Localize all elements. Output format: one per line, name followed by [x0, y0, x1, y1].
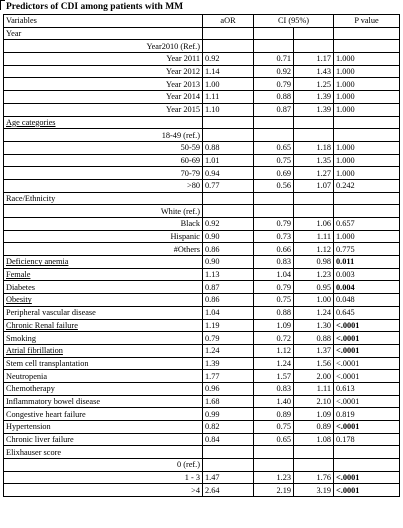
- row-p-value: <.0001: [334, 471, 400, 484]
- row-label: 50-59: [4, 141, 203, 154]
- table-row: [4, 268, 400, 281]
- table-row: [4, 218, 400, 231]
- row-aor: 1.24: [203, 344, 254, 357]
- row-aor: 1.11: [203, 91, 254, 104]
- table-row: [4, 65, 400, 78]
- row-aor: 1.39: [203, 357, 254, 370]
- row-aor: 1.10: [203, 103, 254, 116]
- row-p-value: 0.003: [334, 268, 400, 281]
- row-label: 60-69: [4, 154, 203, 167]
- row-ci-lower: 1.57: [254, 370, 294, 383]
- row-p-value: 0.819: [334, 408, 400, 421]
- row-p-value: 0.048: [334, 294, 400, 307]
- row-ci-upper: 1.06: [294, 218, 334, 231]
- table-row: [4, 306, 400, 319]
- row-p-value: <.0001: [334, 395, 400, 408]
- age-reference: 18-49 (ref.): [4, 129, 203, 142]
- row-ci-upper: 1.11: [294, 230, 334, 243]
- row-ci-lower: 0.66: [254, 243, 294, 256]
- table-row: [4, 91, 400, 104]
- row-aor: 0.90: [203, 230, 254, 243]
- row-ci-lower: 0.83: [254, 256, 294, 269]
- year-reference: Year2010 (Ref.): [4, 40, 203, 53]
- table-row: [4, 243, 400, 256]
- section-row: [4, 27, 400, 40]
- row-ci-lower: 0.75: [254, 154, 294, 167]
- row-ci-upper: 1.39: [294, 91, 334, 104]
- row-ci-upper: 0.98: [294, 256, 334, 269]
- row-label: [4, 256, 203, 269]
- row-aor: 0.82: [203, 421, 254, 434]
- row-ci-lower: 2.19: [254, 484, 294, 497]
- row-p-value: 1.000: [334, 103, 400, 116]
- row-ci-lower: 0.75: [254, 294, 294, 307]
- row-label: [4, 268, 203, 281]
- section-year: Year: [4, 27, 203, 40]
- row-ci-upper: 1.39: [294, 103, 334, 116]
- row-ci-lower: 0.79: [254, 218, 294, 231]
- row-label: Stem cell transplantation: [4, 357, 203, 370]
- row-aor: 0.99: [203, 408, 254, 421]
- section-elixhauser: Elixhauser score: [4, 446, 203, 459]
- row-aor: 0.90: [203, 256, 254, 269]
- row-label: Chronic liver failure: [4, 433, 203, 446]
- row-ci-upper: 1.07: [294, 179, 334, 192]
- row-ci-lower: 0.71: [254, 53, 294, 66]
- row-ci-upper: 1.24: [294, 306, 334, 319]
- row-label: Year 2015: [4, 103, 203, 116]
- row-p-value: 0.242: [334, 179, 400, 192]
- row-label: Hypertension: [4, 421, 203, 434]
- race-reference: White (ref.): [4, 205, 203, 218]
- row-aor: 1.13: [203, 268, 254, 281]
- row-aor: 1.77: [203, 370, 254, 383]
- row-p-value: 1.000: [334, 230, 400, 243]
- section-row: [4, 446, 400, 459]
- row-ci-upper: 1.09: [294, 408, 334, 421]
- header-row: [4, 15, 400, 28]
- row-ci-upper: 1.27: [294, 167, 334, 180]
- row-label: Inflammatory bowel disease: [4, 395, 203, 408]
- results-table: [3, 14, 400, 497]
- table-row: [4, 78, 400, 91]
- row-ci-upper: 1.76: [294, 471, 334, 484]
- row-p-value: 1.000: [334, 154, 400, 167]
- row-p-value: <.0001: [334, 319, 400, 332]
- row-aor: 0.86: [203, 294, 254, 307]
- row-aor: 0.87: [203, 281, 254, 294]
- row-label: Black: [4, 218, 203, 231]
- row-p-value: 1.000: [334, 141, 400, 154]
- row-ci-upper: 1.11: [294, 382, 334, 395]
- row-ci-lower: 0.83: [254, 382, 294, 395]
- row-p-value: 1.000: [334, 53, 400, 66]
- row-aor: 0.77: [203, 179, 254, 192]
- row-label-text: Obesity: [6, 295, 32, 305]
- row-label: Year 2014: [4, 91, 203, 104]
- row-label: Neutropenia: [4, 370, 203, 383]
- table-row: [4, 230, 400, 243]
- row-label: #Others: [4, 243, 203, 256]
- row-p-value: 0.613: [334, 382, 400, 395]
- row-aor: 0.94: [203, 167, 254, 180]
- section-race: Race/Ethnicity: [4, 192, 203, 205]
- row-ci-lower: 1.12: [254, 344, 294, 357]
- row-label: 1 - 3: [4, 471, 203, 484]
- section-row: [4, 116, 400, 129]
- row-label: 70-79: [4, 167, 203, 180]
- row-p-value: <.0001: [334, 370, 400, 383]
- header-aor: aOR: [203, 15, 254, 28]
- row-p-value: 0.645: [334, 306, 400, 319]
- row-aor: 1.19: [203, 319, 254, 332]
- reference-row: [4, 459, 400, 472]
- table-row: [4, 370, 400, 383]
- row-label: Year 2013: [4, 78, 203, 91]
- row-aor: 1.47: [203, 471, 254, 484]
- table-row: [4, 344, 400, 357]
- header-ci: CI (95%): [254, 15, 334, 28]
- elixhauser-reference: 0 (ref.): [4, 459, 203, 472]
- table-row: [4, 319, 400, 332]
- table-row: [4, 484, 400, 497]
- table-row: [4, 179, 400, 192]
- row-ci-lower: 1.09: [254, 319, 294, 332]
- row-label: Peripheral vascular disease: [4, 306, 203, 319]
- row-aor: 0.92: [203, 53, 254, 66]
- row-ci-upper: 2.00: [294, 370, 334, 383]
- table-row: [4, 421, 400, 434]
- row-label-text: Chronic Renal failure: [6, 320, 78, 330]
- row-ci-lower: 1.23: [254, 471, 294, 484]
- table-row: [4, 332, 400, 345]
- row-ci-upper: 1.08: [294, 433, 334, 446]
- row-ci-lower: 0.79: [254, 281, 294, 294]
- row-label-text: Female: [6, 270, 31, 280]
- row-p-value: 1.000: [334, 167, 400, 180]
- row-ci-upper: 0.89: [294, 421, 334, 434]
- table-row: [4, 408, 400, 421]
- row-ci-upper: 2.10: [294, 395, 334, 408]
- row-ci-lower: 0.75: [254, 421, 294, 434]
- row-ci-upper: 1.25: [294, 78, 334, 91]
- row-ci-lower: 0.73: [254, 230, 294, 243]
- table-row: [4, 294, 400, 307]
- row-aor: 1.01: [203, 154, 254, 167]
- row-p-value: <.0001: [334, 484, 400, 497]
- table-row: [4, 141, 400, 154]
- row-aor: 2.64: [203, 484, 254, 497]
- row-label: Congestive heart failure: [4, 408, 203, 421]
- row-aor: 1.04: [203, 306, 254, 319]
- row-label: Hispanic: [4, 230, 203, 243]
- reference-row: [4, 129, 400, 142]
- section-row: [4, 192, 400, 205]
- row-aor: 0.84: [203, 433, 254, 446]
- row-ci-lower: 0.92: [254, 65, 294, 78]
- row-label: [4, 344, 203, 357]
- corner-mark: [0, 0, 5, 10]
- row-aor: 0.86: [203, 243, 254, 256]
- row-p-value: 0.004: [334, 281, 400, 294]
- table-row: [4, 154, 400, 167]
- row-ci-upper: 3.19: [294, 484, 334, 497]
- section-age: [4, 116, 203, 129]
- row-p-value: 0.775: [334, 243, 400, 256]
- row-ci-upper: 1.18: [294, 141, 334, 154]
- row-aor: 0.96: [203, 382, 254, 395]
- row-label: >80: [4, 179, 203, 192]
- row-ci-lower: 0.56: [254, 179, 294, 192]
- header-p-value: P value: [334, 15, 400, 28]
- table-row: [4, 103, 400, 116]
- row-p-value: 0.011: [334, 256, 400, 269]
- row-label-text: Atrial fibrillation: [6, 346, 63, 356]
- row-ci-lower: 0.65: [254, 433, 294, 446]
- row-aor: 1.14: [203, 65, 254, 78]
- table-row: [4, 167, 400, 180]
- section-label-text: Age categories: [6, 117, 56, 127]
- row-ci-lower: 1.40: [254, 395, 294, 408]
- row-ci-upper: 1.37: [294, 344, 334, 357]
- table-row: [4, 395, 400, 408]
- row-ci-upper: 1.17: [294, 53, 334, 66]
- table-row: [4, 382, 400, 395]
- row-label: Diabetes: [4, 281, 203, 294]
- reference-row: [4, 205, 400, 218]
- row-ci-upper: 1.43: [294, 65, 334, 78]
- row-p-value: 1.000: [334, 65, 400, 78]
- row-ci-upper: 0.88: [294, 332, 334, 345]
- row-ci-upper: 1.12: [294, 243, 334, 256]
- row-ci-upper: 1.35: [294, 154, 334, 167]
- row-p-value: 0.657: [334, 218, 400, 231]
- table-title: [0, 0, 183, 14]
- table-row: [4, 471, 400, 484]
- row-label: Year 2012: [4, 65, 203, 78]
- row-ci-upper: 0.95: [294, 281, 334, 294]
- row-ci-lower: 0.88: [254, 306, 294, 319]
- table-row: [4, 433, 400, 446]
- row-ci-lower: 0.69: [254, 167, 294, 180]
- table-row: [4, 256, 400, 269]
- row-label: [4, 294, 203, 307]
- row-label: >4: [4, 484, 203, 497]
- row-p-value: <.0001: [334, 344, 400, 357]
- row-ci-lower: 0.89: [254, 408, 294, 421]
- table-title-text: Predictors of CDI among patients with MM: [6, 2, 184, 12]
- row-label: [4, 319, 203, 332]
- row-aor: 0.92: [203, 218, 254, 231]
- row-label: Smoking: [4, 332, 203, 345]
- row-p-value: <.0001: [334, 357, 400, 370]
- row-p-value: 1.000: [334, 78, 400, 91]
- row-aor: 1.68: [203, 395, 254, 408]
- row-label: Year 2011: [4, 53, 203, 66]
- row-ci-upper: 1.56: [294, 357, 334, 370]
- row-ci-lower: 0.88: [254, 91, 294, 104]
- row-p-value: <.0001: [334, 421, 400, 434]
- row-ci-lower: 1.24: [254, 357, 294, 370]
- row-ci-upper: 1.00: [294, 294, 334, 307]
- table-row: [4, 53, 400, 66]
- header-variables: Variables: [4, 15, 203, 28]
- row-ci-lower: 0.79: [254, 78, 294, 91]
- row-ci-lower: 1.04: [254, 268, 294, 281]
- row-ci-lower: 0.65: [254, 141, 294, 154]
- row-ci-lower: 0.72: [254, 332, 294, 345]
- table-row: [4, 281, 400, 294]
- reference-row: [4, 40, 400, 53]
- row-p-value: <.0001: [334, 332, 400, 345]
- row-aor: 0.88: [203, 141, 254, 154]
- table-row: [4, 357, 400, 370]
- row-aor: 0.79: [203, 332, 254, 345]
- row-label: Chemotherapy: [4, 382, 203, 395]
- row-ci-upper: 1.30: [294, 319, 334, 332]
- row-ci-upper: 1.23: [294, 268, 334, 281]
- row-p-value: 0.178: [334, 433, 400, 446]
- row-label-text: Deficiency anemia: [6, 257, 69, 267]
- row-p-value: 1.000: [334, 91, 400, 104]
- row-aor: 1.00: [203, 78, 254, 91]
- row-ci-lower: 0.87: [254, 103, 294, 116]
